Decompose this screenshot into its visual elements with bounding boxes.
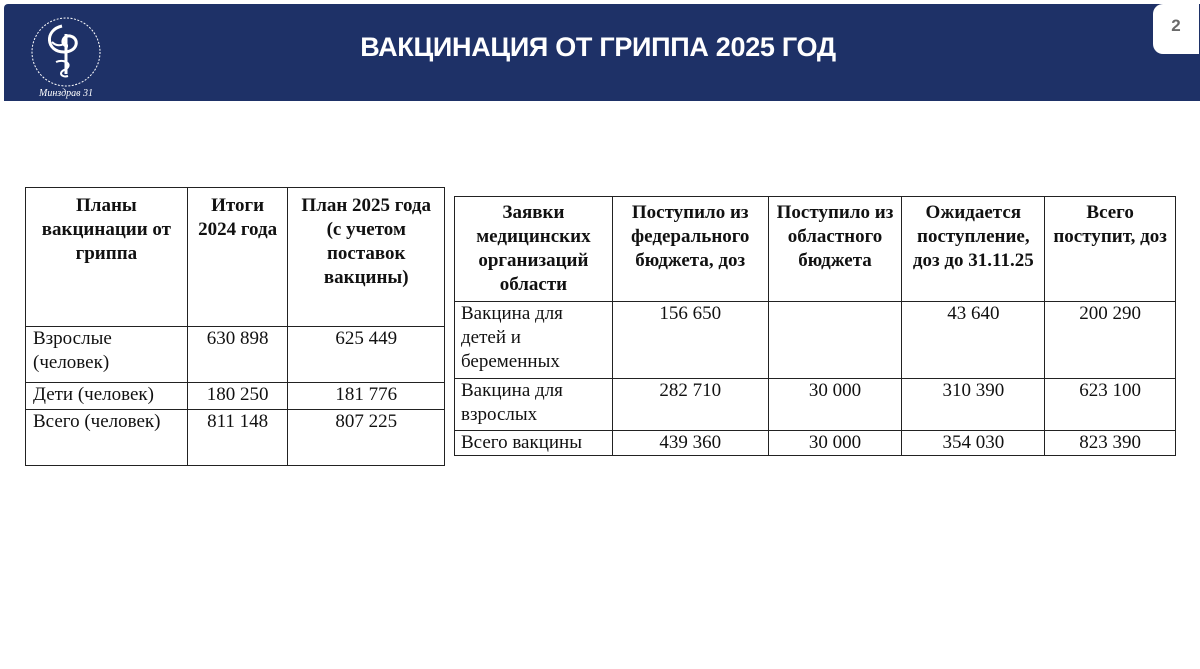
cell-value: 200 290	[1045, 302, 1176, 379]
table-header-row	[26, 188, 445, 327]
row-label: Взрослые (человек)	[26, 327, 188, 383]
cell-value: 623 100	[1045, 379, 1176, 431]
logo-caption: Минздрав 31	[39, 88, 93, 99]
column-header: Ожидается поступление, доз до 31.11.25	[902, 197, 1045, 302]
table-row	[26, 327, 445, 383]
cell-value: 43 640	[902, 302, 1045, 379]
cell-value: 823 390	[1045, 431, 1176, 456]
table-row	[26, 383, 445, 410]
cell-value: 181 776	[288, 383, 445, 410]
cell-value: 180 250	[187, 383, 288, 410]
row-label: Вакцина для детей и беременных	[455, 302, 613, 379]
row-label: Всего (человек)	[26, 410, 188, 466]
cell-value: 439 360	[612, 431, 768, 456]
cell-value: 156 650	[612, 302, 768, 379]
cell-value: 807 225	[288, 410, 445, 466]
vaccine-supply-table	[454, 196, 1176, 456]
column-header: Заявки медицинских организаций области	[455, 197, 613, 302]
header-banner	[4, 4, 1200, 101]
column-header: Планы вакцинации от гриппа	[26, 188, 188, 327]
page-title: ВАКЦИНАЦИЯ ОТ ГРИППА 2025 ГОД	[360, 32, 836, 62]
column-header: Итоги 2024 года	[187, 188, 288, 327]
cell-value: 30 000	[768, 379, 902, 431]
cell-value: 811 148	[187, 410, 288, 466]
cell-value: 310 390	[902, 379, 1045, 431]
cell-value	[768, 302, 902, 379]
table-header-row	[455, 197, 1176, 302]
vaccination-plans-table	[25, 187, 445, 466]
column-header: Поступило из областного бюджета	[768, 197, 902, 302]
cell-value: 282 710	[612, 379, 768, 431]
cell-value: 625 449	[288, 327, 445, 383]
row-label: Вакцина для взрослых	[455, 379, 613, 431]
table-row	[455, 431, 1176, 456]
column-header: План 2025 года (с учетом поставок вакцины)	[288, 188, 445, 327]
table-row	[455, 302, 1176, 379]
row-label: Всего вакцины	[455, 431, 613, 456]
column-header: Поступило из федерального бюджета, доз	[612, 197, 768, 302]
row-label: Дети (человек)	[26, 383, 188, 410]
cell-value: 30 000	[768, 431, 902, 456]
table-row	[26, 410, 445, 466]
cell-value: 354 030	[902, 431, 1045, 456]
column-header: Всего поступит, доз	[1045, 197, 1176, 302]
page-number: 2	[1153, 4, 1199, 54]
table-row	[455, 379, 1176, 431]
cell-value: 630 898	[187, 327, 288, 383]
